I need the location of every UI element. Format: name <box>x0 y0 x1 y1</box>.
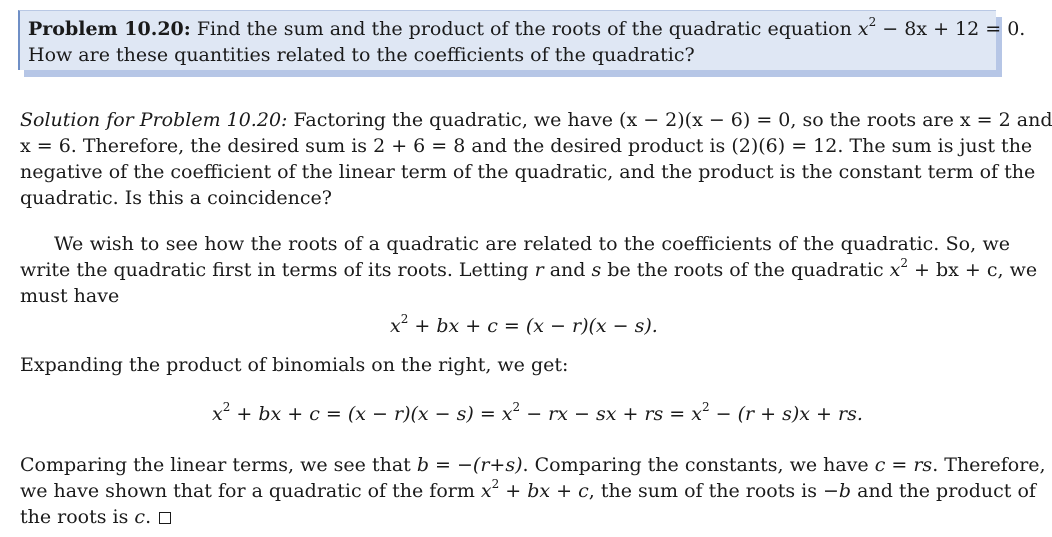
conclusion-line-1: Comparing the linear terms, we see that b = −(r+s). Comparing the constants, we have c = rs. Therefore, <box>20 454 1046 476</box>
problem-box <box>18 10 1026 70</box>
solution-line-1: Solution for Problem 10.20: Factoring the quadratic, we have (x − 2)(x − 6) = 0, so the roots are x = 2 and <box>20 109 1052 131</box>
qed-square-icon <box>159 512 171 524</box>
solution-line-3: negative of the coefficient of the linear term of the quadratic, and the product is the constant term of the <box>20 161 1036 183</box>
problem-statement-line-1 <box>28 14 1026 42</box>
roots-line-2: write the quadratic first in terms of its roots. Letting r and s be the roots of the quadratic $x^2$ + bx + c, we <box>20 255 1038 281</box>
expanding-paragraph <box>20 352 1010 378</box>
problem-equation: − 8x + 12 = 0. <box>876 18 1026 40</box>
conclusion-line-2: we have shown that for a quadratic of the form $x^2$ + bx + c, the sum of the roots is −b and the product of <box>20 476 1036 502</box>
conclusion-line-3: the roots is c. <box>20 504 1010 530</box>
problem-text: Find the sum and the product of the roots of the quadratic equation <box>190 18 858 40</box>
roots-paragraph <box>20 231 1038 309</box>
equation-factored: $x^2$ + bx + c = (x − r)(x − s). <box>390 311 658 337</box>
roots-line-3: must have <box>20 285 120 307</box>
solution-line-2: x = 6. Therefore, the desired sum is 2 + 6 = 8 and the desired product is (2)(6) = 12. The sum is just the <box>20 135 1033 157</box>
conclusion-paragraph <box>20 452 1046 530</box>
superscript: 2 <box>868 14 877 29</box>
expanding-line: Expanding the product of binomials on the right, we get: <box>20 354 569 376</box>
roots-line-1: We wish to see how the roots of a quadratic are related to the coefficients of the quadratic. So, we <box>54 233 1010 255</box>
problem-statement-line-2: How are these quantities related to the coefficients of the quadratic? <box>28 44 695 66</box>
solution-label: Solution for Problem 10.20: <box>20 109 288 131</box>
problem-label: Problem 10.20: <box>28 18 191 40</box>
equation-expanded: $x^2$ + bx + $c = (x - r)(x - s) = x^2$ − rx − sx + rs = $x^2 - (r + s)x$ + rs. <box>212 399 863 425</box>
solution-paragraph <box>20 107 1052 211</box>
math-variable: x <box>857 18 869 40</box>
solution-line-4: quadratic. Is this a coincidence? <box>20 187 332 209</box>
